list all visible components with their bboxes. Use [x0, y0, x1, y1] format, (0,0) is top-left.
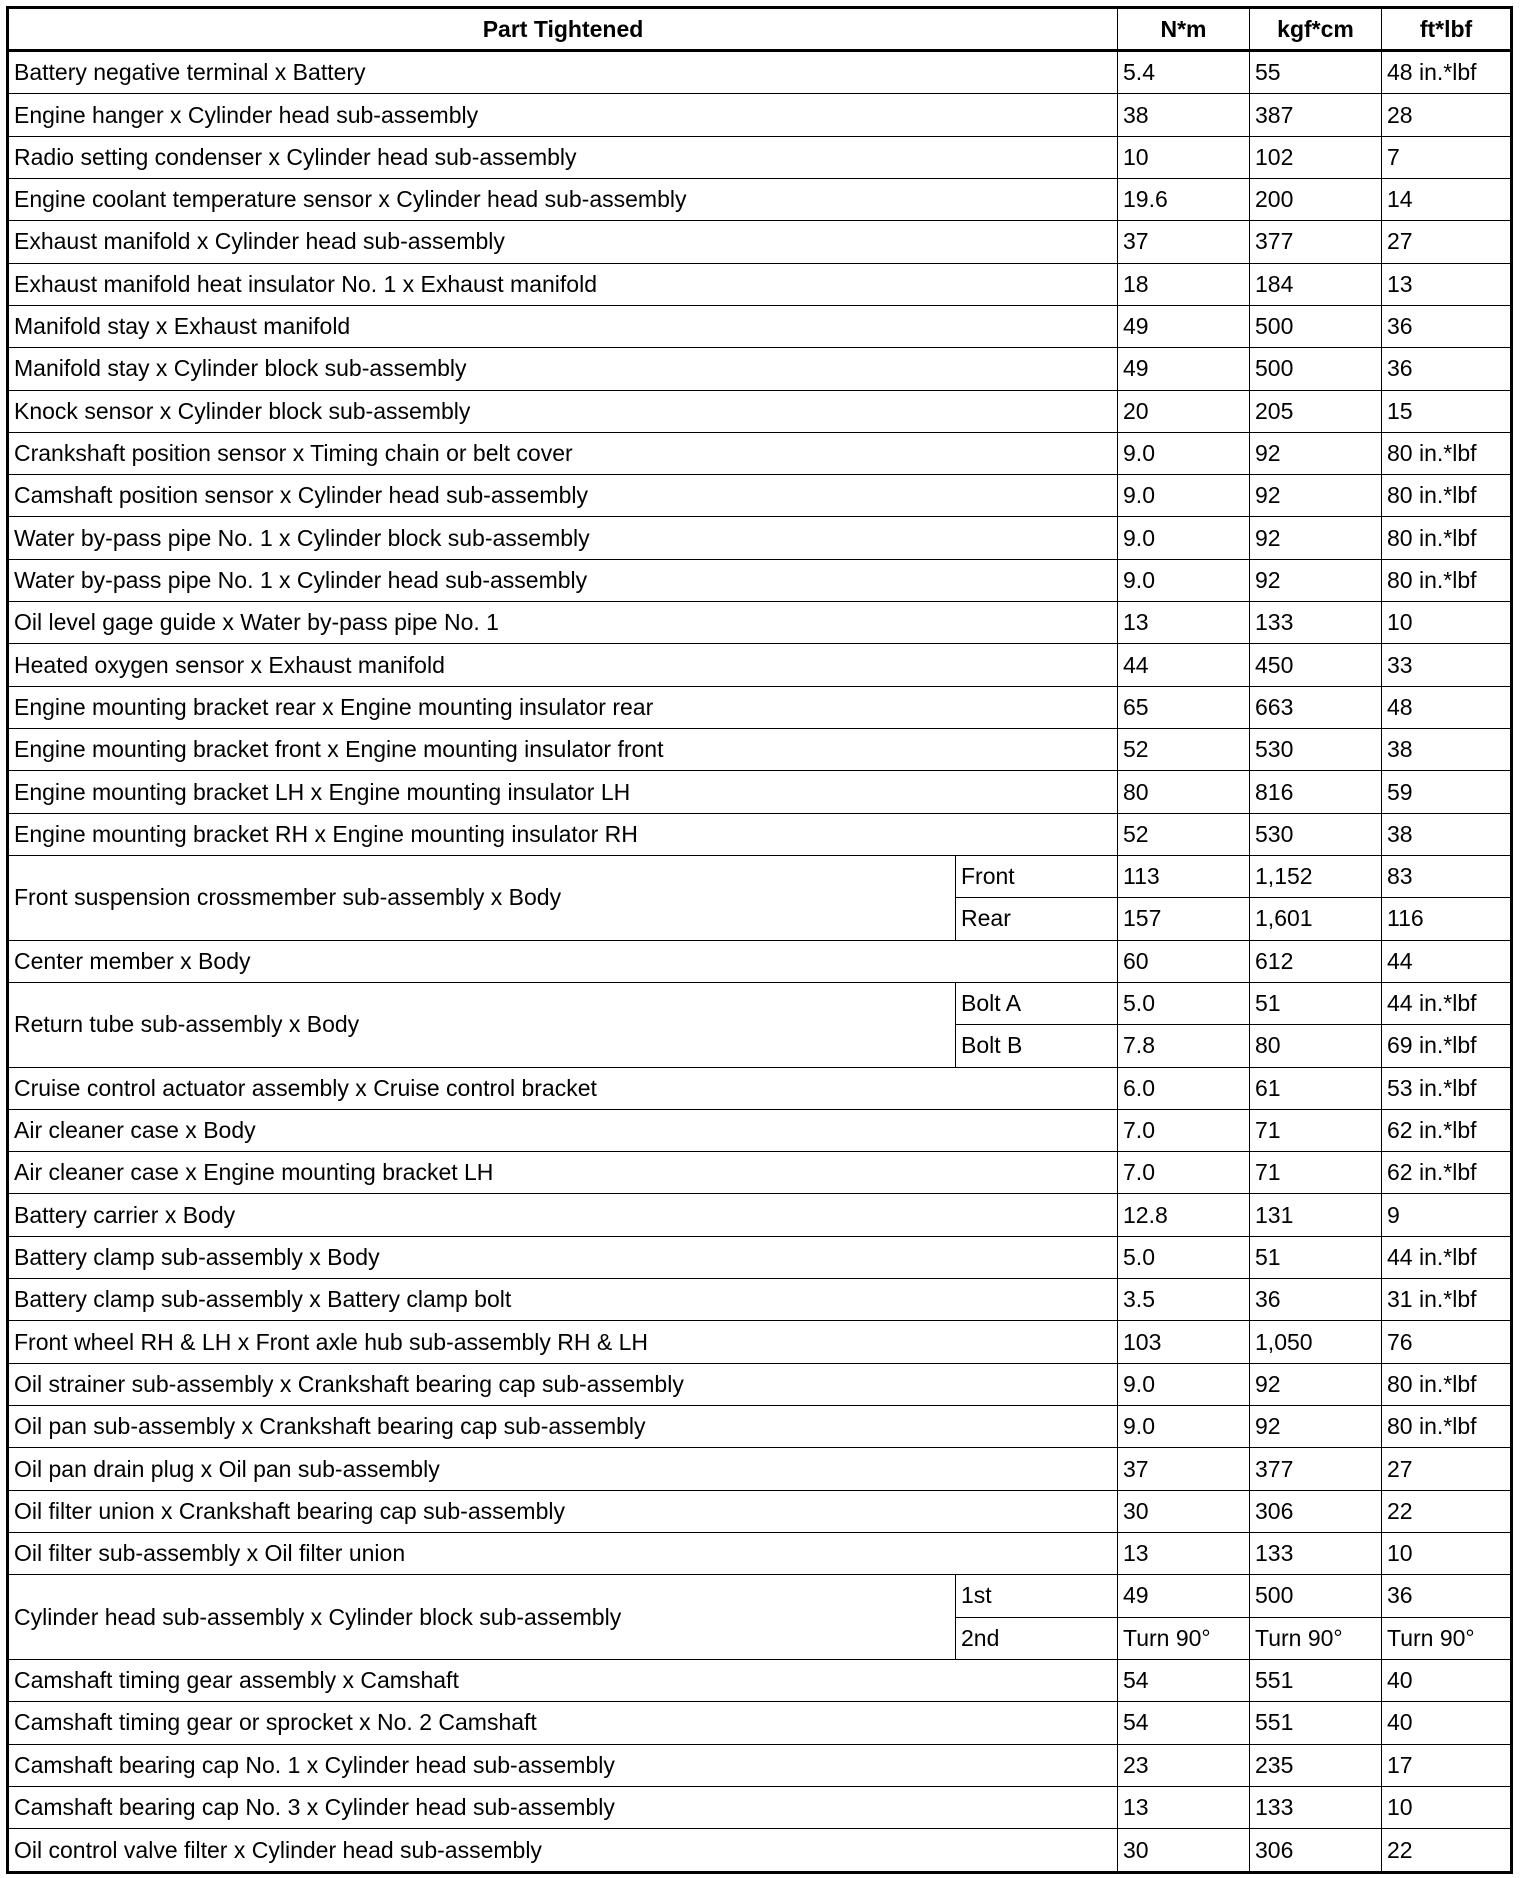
table-row [8, 813, 1512, 855]
part-name-cell: Camshaft bearing cap No. 1 x Cylinder head sub-assembly [8, 1744, 1118, 1786]
ft-lbf-cell: 62 in.*lbf [1382, 1109, 1512, 1151]
kgf-cm-cell: 235 [1250, 1744, 1382, 1786]
table-row [8, 1744, 1512, 1786]
header-row [8, 8, 1512, 51]
kgf-cm-cell: 71 [1250, 1109, 1382, 1151]
table-row [8, 940, 1512, 982]
sub-condition-cell: 1st [956, 1575, 1118, 1617]
part-name-cell: Air cleaner case x Engine mounting bracket LH [8, 1152, 1118, 1194]
nm-cell: 30 [1118, 1490, 1250, 1532]
kgf-cm-cell: 377 [1250, 1448, 1382, 1490]
ft-lbf-cell: 27 [1382, 221, 1512, 263]
ft-lbf-cell: 36 [1382, 305, 1512, 347]
table-row [8, 475, 1512, 517]
part-name-cell: Cylinder head sub-assembly x Cylinder block sub-assembly [8, 1575, 956, 1660]
ft-lbf-cell: 7 [1382, 136, 1512, 178]
part-name-cell: Cruise control actuator assembly x Cruise control bracket [8, 1067, 1118, 1109]
kgf-cm-cell: 306 [1250, 1490, 1382, 1532]
nm-cell: 5.0 [1118, 982, 1250, 1024]
nm-cell: 60 [1118, 940, 1250, 982]
table-row [8, 644, 1512, 686]
ft-lbf-cell: 48 in.*lbf [1382, 51, 1512, 94]
kgf-cm-cell: 816 [1250, 771, 1382, 813]
table-row [8, 1829, 1512, 1873]
table-row [8, 221, 1512, 263]
ft-lbf-cell: 22 [1382, 1490, 1512, 1532]
sub-condition-cell: Rear [956, 898, 1118, 940]
kgf-cm-cell: 133 [1250, 1786, 1382, 1828]
ft-lbf-cell: 27 [1382, 1448, 1512, 1490]
table-row [8, 1575, 1512, 1617]
table-row [8, 1279, 1512, 1321]
ft-lbf-cell: 80 in.*lbf [1382, 559, 1512, 601]
part-name-cell: Battery clamp sub-assembly x Battery clamp bolt [8, 1279, 1118, 1321]
part-name-cell: Crankshaft position sensor x Timing chain or belt cover [8, 432, 1118, 474]
part-name-cell: Battery negative terminal x Battery [8, 51, 1118, 94]
table-row [8, 1194, 1512, 1236]
table-row [8, 1659, 1512, 1701]
table-row [8, 51, 1512, 94]
part-name-cell: Oil filter union x Crankshaft bearing cap sub-assembly [8, 1490, 1118, 1532]
table-row [8, 602, 1512, 644]
kgf-cm-cell: 92 [1250, 1363, 1382, 1405]
nm-cell: 7.0 [1118, 1152, 1250, 1194]
part-name-cell: Radio setting condenser x Cylinder head sub-assembly [8, 136, 1118, 178]
kgf-cm-cell: 92 [1250, 559, 1382, 601]
part-name-cell: Engine mounting bracket RH x Engine mounting insulator RH [8, 813, 1118, 855]
nm-cell: 52 [1118, 729, 1250, 771]
header-kgf-cm: kgf*cm [1250, 8, 1382, 51]
kgf-cm-cell: 551 [1250, 1702, 1382, 1744]
kgf-cm-cell: 551 [1250, 1659, 1382, 1701]
table-row [8, 686, 1512, 728]
part-name-cell: Knock sensor x Cylinder block sub-assembly [8, 390, 1118, 432]
table-row [8, 94, 1512, 136]
nm-cell: 5.4 [1118, 51, 1250, 94]
ft-lbf-cell: 33 [1382, 644, 1512, 686]
nm-cell: 23 [1118, 1744, 1250, 1786]
ft-lbf-cell: Turn 90° [1382, 1617, 1512, 1659]
ft-lbf-cell: 14 [1382, 178, 1512, 220]
kgf-cm-cell: 530 [1250, 813, 1382, 855]
part-name-cell: Oil pan drain plug x Oil pan sub-assembly [8, 1448, 1118, 1490]
kgf-cm-cell: 500 [1250, 305, 1382, 347]
nm-cell: 9.0 [1118, 1406, 1250, 1448]
table-row [8, 1363, 1512, 1405]
kgf-cm-cell: 133 [1250, 602, 1382, 644]
kgf-cm-cell: 205 [1250, 390, 1382, 432]
kgf-cm-cell: 1,601 [1250, 898, 1382, 940]
table-row [8, 517, 1512, 559]
ft-lbf-cell: 80 in.*lbf [1382, 1363, 1512, 1405]
nm-cell: 38 [1118, 94, 1250, 136]
kgf-cm-cell: 92 [1250, 475, 1382, 517]
part-name-cell: Camshaft timing gear or sprocket x No. 2 Camshaft [8, 1702, 1118, 1744]
table-row [8, 136, 1512, 178]
kgf-cm-cell: 387 [1250, 94, 1382, 136]
kgf-cm-cell: 184 [1250, 263, 1382, 305]
kgf-cm-cell: 663 [1250, 686, 1382, 728]
kgf-cm-cell: 51 [1250, 982, 1382, 1024]
part-name-cell: Camshaft position sensor x Cylinder head sub-assembly [8, 475, 1118, 517]
nm-cell: 9.0 [1118, 517, 1250, 559]
ft-lbf-cell: 10 [1382, 602, 1512, 644]
table-row [8, 855, 1512, 897]
part-name-cell: Battery clamp sub-assembly x Body [8, 1236, 1118, 1278]
table-body [8, 51, 1512, 1873]
kgf-cm-cell: 80 [1250, 1025, 1382, 1067]
part-name-cell: Heated oxygen sensor x Exhaust manifold [8, 644, 1118, 686]
kgf-cm-cell: 377 [1250, 221, 1382, 263]
nm-cell: 37 [1118, 221, 1250, 263]
nm-cell: 20 [1118, 390, 1250, 432]
ft-lbf-cell: 31 in.*lbf [1382, 1279, 1512, 1321]
table-row [8, 771, 1512, 813]
nm-cell: 10 [1118, 136, 1250, 178]
table-row [8, 348, 1512, 390]
part-name-cell: Engine coolant temperature sensor x Cylinder head sub-assembly [8, 178, 1118, 220]
ft-lbf-cell: 80 in.*lbf [1382, 517, 1512, 559]
kgf-cm-cell: 51 [1250, 1236, 1382, 1278]
ft-lbf-cell: 80 in.*lbf [1382, 432, 1512, 474]
kgf-cm-cell: 500 [1250, 1575, 1382, 1617]
part-name-cell: Engine mounting bracket rear x Engine mounting insulator rear [8, 686, 1118, 728]
nm-cell: 7.0 [1118, 1109, 1250, 1151]
part-name-cell: Camshaft bearing cap No. 3 x Cylinder head sub-assembly [8, 1786, 1118, 1828]
part-name-cell: Oil control valve filter x Cylinder head sub-assembly [8, 1829, 1118, 1873]
ft-lbf-cell: 28 [1382, 94, 1512, 136]
table-row [8, 178, 1512, 220]
ft-lbf-cell: 116 [1382, 898, 1512, 940]
ft-lbf-cell: 22 [1382, 1829, 1512, 1873]
kgf-cm-cell: Turn 90° [1250, 1617, 1382, 1659]
ft-lbf-cell: 10 [1382, 1786, 1512, 1828]
part-name-cell: Oil pan sub-assembly x Crankshaft bearing cap sub-assembly [8, 1406, 1118, 1448]
kgf-cm-cell: 1,050 [1250, 1321, 1382, 1363]
table-row [8, 1109, 1512, 1151]
header-part-tightened: Part Tightened [8, 8, 1118, 51]
table-row [8, 1067, 1512, 1109]
nm-cell: 54 [1118, 1702, 1250, 1744]
part-name-cell: Manifold stay x Exhaust manifold [8, 305, 1118, 347]
nm-cell: 13 [1118, 1786, 1250, 1828]
ft-lbf-cell: 53 in.*lbf [1382, 1067, 1512, 1109]
nm-cell: 49 [1118, 305, 1250, 347]
kgf-cm-cell: 55 [1250, 51, 1382, 94]
nm-cell: 157 [1118, 898, 1250, 940]
part-name-cell: Camshaft timing gear assembly x Camshaft [8, 1659, 1118, 1701]
kgf-cm-cell: 92 [1250, 432, 1382, 474]
ft-lbf-cell: 40 [1382, 1659, 1512, 1701]
torque-specification-table [6, 6, 1513, 1874]
nm-cell: 13 [1118, 1532, 1250, 1574]
ft-lbf-cell: 15 [1382, 390, 1512, 432]
part-name-cell: Engine hanger x Cylinder head sub-assembly [8, 94, 1118, 136]
kgf-cm-cell: 61 [1250, 1067, 1382, 1109]
kgf-cm-cell: 92 [1250, 1406, 1382, 1448]
ft-lbf-cell: 62 in.*lbf [1382, 1152, 1512, 1194]
kgf-cm-cell: 1,152 [1250, 855, 1382, 897]
kgf-cm-cell: 530 [1250, 729, 1382, 771]
ft-lbf-cell: 13 [1382, 263, 1512, 305]
part-name-cell: Water by-pass pipe No. 1 x Cylinder head sub-assembly [8, 559, 1118, 601]
table-row [8, 390, 1512, 432]
part-name-cell: Manifold stay x Cylinder block sub-assembly [8, 348, 1118, 390]
header-nm: N*m [1118, 8, 1250, 51]
nm-cell: 30 [1118, 1829, 1250, 1873]
table-row [8, 1448, 1512, 1490]
ft-lbf-cell: 44 [1382, 940, 1512, 982]
table-row [8, 1406, 1512, 1448]
kgf-cm-cell: 306 [1250, 1829, 1382, 1873]
nm-cell: 54 [1118, 1659, 1250, 1701]
nm-cell: 49 [1118, 348, 1250, 390]
ft-lbf-cell: 69 in.*lbf [1382, 1025, 1512, 1067]
table-row [8, 1236, 1512, 1278]
sub-condition-cell: 2nd [956, 1617, 1118, 1659]
kgf-cm-cell: 131 [1250, 1194, 1382, 1236]
kgf-cm-cell: 36 [1250, 1279, 1382, 1321]
part-name-cell: Air cleaner case x Body [8, 1109, 1118, 1151]
ft-lbf-cell: 83 [1382, 855, 1512, 897]
ft-lbf-cell: 59 [1382, 771, 1512, 813]
nm-cell: 18 [1118, 263, 1250, 305]
sub-condition-cell: Front [956, 855, 1118, 897]
ft-lbf-cell: 17 [1382, 1744, 1512, 1786]
nm-cell: 80 [1118, 771, 1250, 813]
part-name-cell: Exhaust manifold x Cylinder head sub-assembly [8, 221, 1118, 263]
table-row [8, 729, 1512, 771]
table-row [8, 263, 1512, 305]
nm-cell: 113 [1118, 855, 1250, 897]
ft-lbf-cell: 36 [1382, 1575, 1512, 1617]
sub-condition-cell: Bolt A [956, 982, 1118, 1024]
nm-cell: 5.0 [1118, 1236, 1250, 1278]
nm-cell: 9.0 [1118, 559, 1250, 601]
kgf-cm-cell: 71 [1250, 1152, 1382, 1194]
header-ft-lbf: ft*lbf [1382, 8, 1512, 51]
nm-cell: 44 [1118, 644, 1250, 686]
ft-lbf-cell: 36 [1382, 348, 1512, 390]
kgf-cm-cell: 92 [1250, 517, 1382, 559]
table-row [8, 305, 1512, 347]
part-name-cell: Engine mounting bracket LH x Engine mounting insulator LH [8, 771, 1118, 813]
kgf-cm-cell: 200 [1250, 178, 1382, 220]
nm-cell: 7.8 [1118, 1025, 1250, 1067]
nm-cell: 52 [1118, 813, 1250, 855]
table-row [8, 1490, 1512, 1532]
nm-cell: 9.0 [1118, 475, 1250, 517]
part-name-cell: Front wheel RH & LH x Front axle hub sub-assembly RH & LH [8, 1321, 1118, 1363]
nm-cell: 103 [1118, 1321, 1250, 1363]
part-name-cell: Water by-pass pipe No. 1 x Cylinder block sub-assembly [8, 517, 1118, 559]
kgf-cm-cell: 450 [1250, 644, 1382, 686]
sub-condition-cell: Bolt B [956, 1025, 1118, 1067]
nm-cell: 6.0 [1118, 1067, 1250, 1109]
nm-cell: 65 [1118, 686, 1250, 728]
table-row [8, 1532, 1512, 1574]
part-name-cell: Battery carrier x Body [8, 1194, 1118, 1236]
ft-lbf-cell: 38 [1382, 813, 1512, 855]
kgf-cm-cell: 133 [1250, 1532, 1382, 1574]
ft-lbf-cell: 9 [1382, 1194, 1512, 1236]
nm-cell: 49 [1118, 1575, 1250, 1617]
part-name-cell: Oil level gage guide x Water by-pass pipe No. 1 [8, 602, 1118, 644]
nm-cell: 37 [1118, 1448, 1250, 1490]
table-row [8, 1152, 1512, 1194]
ft-lbf-cell: 80 in.*lbf [1382, 475, 1512, 517]
table-row [8, 1321, 1512, 1363]
table-row [8, 559, 1512, 601]
table-row [8, 1702, 1512, 1744]
nm-cell: 13 [1118, 602, 1250, 644]
part-name-cell: Oil strainer sub-assembly x Crankshaft bearing cap sub-assembly [8, 1363, 1118, 1405]
kgf-cm-cell: 612 [1250, 940, 1382, 982]
part-name-cell: Center member x Body [8, 940, 1118, 982]
nm-cell: 12.8 [1118, 1194, 1250, 1236]
table-row [8, 1786, 1512, 1828]
part-name-cell: Return tube sub-assembly x Body [8, 982, 956, 1067]
table-row [8, 982, 1512, 1024]
ft-lbf-cell: 40 [1382, 1702, 1512, 1744]
part-name-cell: Exhaust manifold heat insulator No. 1 x Exhaust manifold [8, 263, 1118, 305]
nm-cell: 19.6 [1118, 178, 1250, 220]
part-name-cell: Front suspension crossmember sub-assembly x Body [8, 855, 956, 940]
ft-lbf-cell: 38 [1382, 729, 1512, 771]
ft-lbf-cell: 76 [1382, 1321, 1512, 1363]
table-row [8, 432, 1512, 474]
ft-lbf-cell: 10 [1382, 1532, 1512, 1574]
ft-lbf-cell: 80 in.*lbf [1382, 1406, 1512, 1448]
kgf-cm-cell: 500 [1250, 348, 1382, 390]
ft-lbf-cell: 48 [1382, 686, 1512, 728]
ft-lbf-cell: 44 in.*lbf [1382, 982, 1512, 1024]
kgf-cm-cell: 102 [1250, 136, 1382, 178]
part-name-cell: Oil filter sub-assembly x Oil filter union [8, 1532, 1118, 1574]
nm-cell: 9.0 [1118, 1363, 1250, 1405]
nm-cell: 9.0 [1118, 432, 1250, 474]
nm-cell: 3.5 [1118, 1279, 1250, 1321]
part-name-cell: Engine mounting bracket front x Engine mounting insulator front [8, 729, 1118, 771]
ft-lbf-cell: 44 in.*lbf [1382, 1236, 1512, 1278]
nm-cell: Turn 90° [1118, 1617, 1250, 1659]
